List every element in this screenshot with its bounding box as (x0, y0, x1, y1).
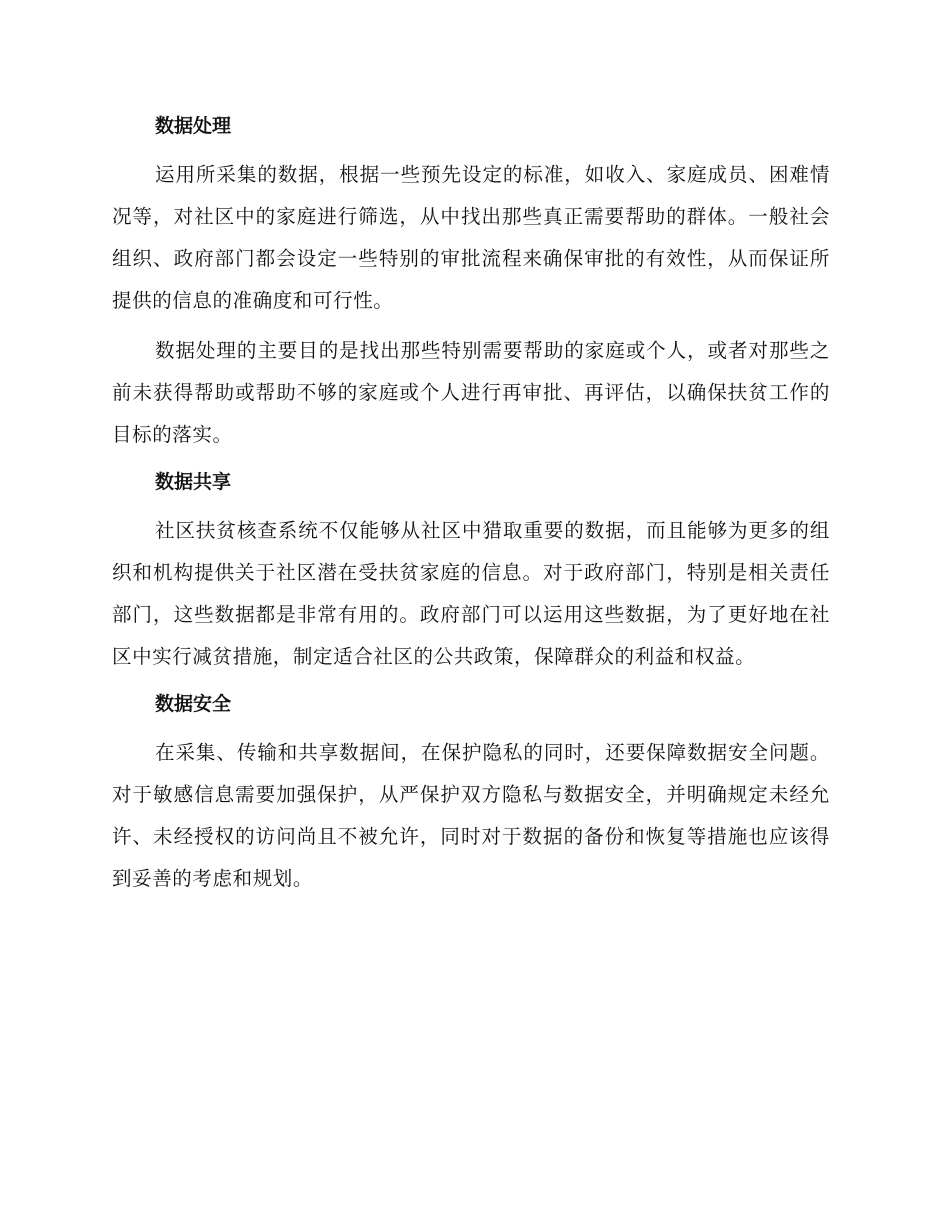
section-data-sharing (112, 464, 830, 678)
section-heading: 数据安全 (155, 693, 232, 715)
document-body (112, 108, 830, 908)
paragraph: 运用所采集的数据，根据一些预先设定的标准，如收入、家庭成员、困难情况等，对社区中的家庭进行筛选，从中找出那些真正需要帮助的群体。一般社会组织、政府部门都会设定一些特别的审批流程来确保审批的有效性，从而保证所提供的信息的准确度和可行性。 (112, 163, 830, 312)
paragraph: 社区扶贫核查系统不仅能够从社区中猎取重要的数据，而且能够为更多的组织和机构提供关于社区潜在受扶贫家庭的信息。对于政府部门，特别是相关责任部门，这些数据都是非常有用的。政府部门可以运用这些数据，为了更好地在社区中实行减贫措施，制定适合社区的公共政策，保障群众的利益和权益。 (112, 519, 830, 668)
section-heading: 数据处理 (155, 115, 232, 137)
paragraph: 在采集、传输和共享数据间，在保护隐私的同时，还要保障数据安全问题。对于敏感信息需要加强保护，从严保护双方隐私与数据安全，并明确规定未经允许、未经授权的访问尚且不被允许，同时对于数据的备份和恢复等措施也应该得到妥善的考虑和规划。 (112, 741, 830, 890)
section-data-security (112, 686, 830, 900)
paragraph: 数据处理的主要目的是找出那些特别需要帮助的家庭或个人，或者对那些之前未获得帮助或帮助不够的家庭或个人进行再审批、再评估，以确保扶贫工作的目标的落实。 (112, 339, 830, 446)
section-heading: 数据共享 (155, 471, 232, 493)
section-data-processing (112, 108, 830, 456)
